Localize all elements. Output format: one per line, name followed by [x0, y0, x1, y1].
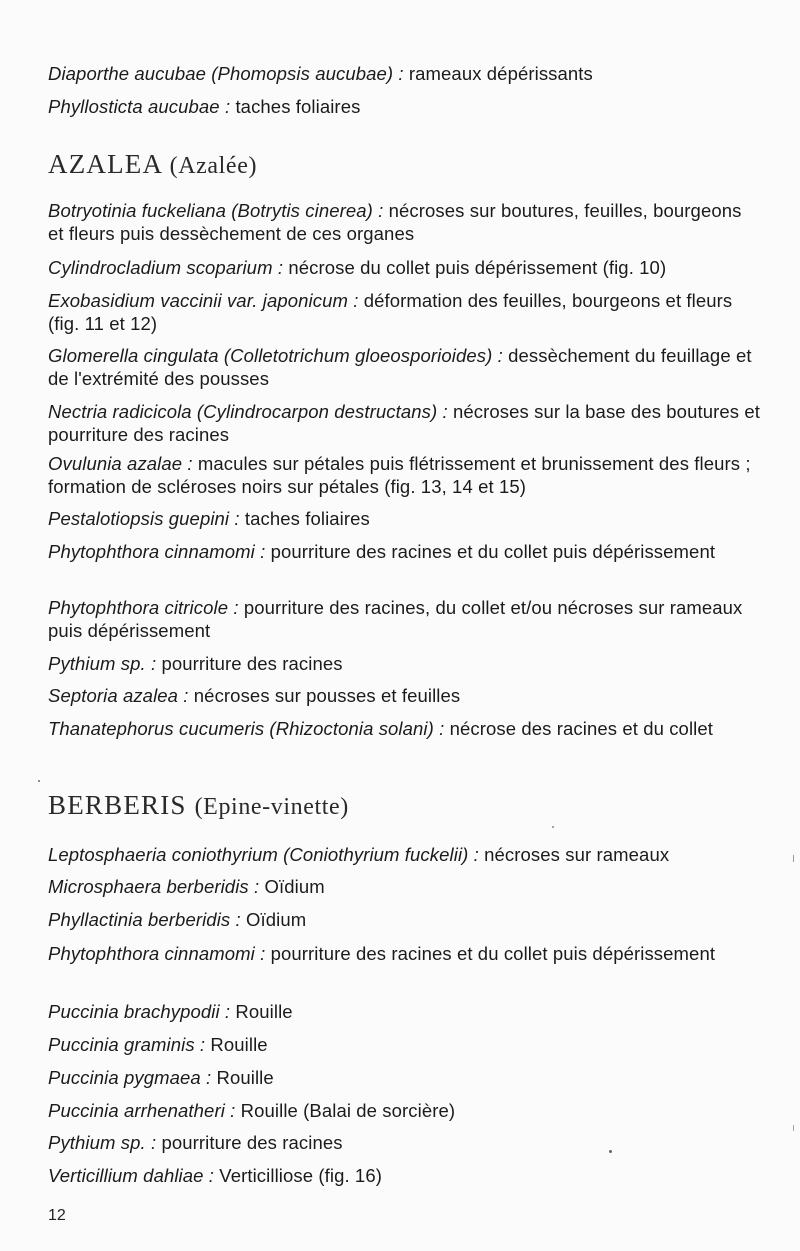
description: Rouille [216, 1067, 274, 1088]
description: pourriture des racines [161, 653, 343, 674]
description: Verticilliose (fig. 16) [219, 1165, 382, 1186]
description: pourriture des racines et du collet puis dépérissement [270, 943, 716, 964]
entry-phyllactinia-berberidis [48, 908, 760, 931]
species-name: Phyllactinia berberidis [48, 909, 231, 930]
species-name: Leptosphaeria coniothyrium (Coniothyrium fuckelii) [48, 844, 469, 865]
entry-diaporthe-aucubae [48, 62, 760, 85]
description: nécroses sur pousses et feuilles [193, 685, 461, 706]
entry-thanatephorus-cucumeris [48, 717, 760, 740]
entry-puccinia-graminis [48, 1033, 760, 1056]
entry-phytophthora-cinnamomi [48, 540, 760, 563]
species-name: Thanatephorus cucumeris (Rhizoctonia solani) [48, 718, 434, 739]
scan-speck [552, 826, 554, 828]
separator: : [254, 943, 271, 964]
entry-cylindrocladium-scoparium [48, 256, 760, 279]
separator: : [203, 1165, 220, 1186]
entry-pestalotiopsis-guepini [48, 507, 760, 530]
description: pourriture des racines [161, 1132, 343, 1153]
separator: : [182, 453, 198, 474]
entry-exobasidium-vaccinii [48, 289, 760, 335]
species-name: Microsphaera berberidis [48, 876, 249, 897]
separator: : [229, 508, 245, 529]
description: pourriture des racines et du collet puis dépérissement [270, 541, 716, 562]
species-name: Pythium sp. [48, 1132, 146, 1153]
species-name: Puccinia pygmaea [48, 1067, 201, 1088]
entry-phytophthora-citricole [48, 596, 760, 642]
heading-name: AZALEA [48, 149, 162, 179]
species-name: Botryotinia fuckeliana (Botrytis cinerea) [48, 200, 373, 221]
description: nécroses sur boutures, feuilles, bourgeons et fleurs puis dessèchement de ces organes [48, 200, 742, 244]
description: nécrose du collet puis dépérissement (fig. 10) [288, 257, 667, 278]
separator: : [178, 685, 194, 706]
entry-puccinia-arrhenatheri [48, 1099, 760, 1122]
separator: : [219, 1001, 236, 1022]
description: rameaux dépérissants [408, 63, 593, 84]
page-number: 12 [48, 1207, 66, 1224]
scan-speck [38, 780, 40, 782]
description: nécroses sur la base des boutures et pourriture des racines [48, 401, 760, 445]
species-name: Pythium sp. [48, 653, 146, 674]
scan-speck [793, 1125, 794, 1131]
entry-glomerella-cingulata [48, 344, 760, 390]
species-name: Puccinia graminis [48, 1034, 195, 1055]
separator: : [219, 96, 236, 117]
description: macules sur pétales puis flétrissement et brunissement des fleurs ; formation de scléroses noirs sur pétales (fig. 13, 14 et 15) [48, 453, 751, 497]
species-name: Septoria azalea [48, 685, 179, 706]
separator: : [228, 597, 244, 618]
species-name: Pestalotiopsis guepini [48, 508, 230, 529]
section-heading-berberis [48, 789, 349, 823]
entry-ovulunia-azalae [48, 452, 760, 498]
species-name: Puccinia arrhenatheri [48, 1100, 225, 1121]
species-name: Phytophthora citricole [48, 597, 229, 618]
separator: : [437, 401, 453, 422]
description: taches foliaires [244, 508, 370, 529]
entry-septoria-azalea [48, 684, 760, 707]
heading-common-name: (Azalée) [169, 153, 258, 179]
species-name: Ovulunia azalae [48, 453, 183, 474]
description: taches foliaires [235, 96, 361, 117]
separator: : [254, 541, 271, 562]
heading-name: BERBERIS [48, 790, 187, 820]
description: Oïdium [246, 909, 307, 930]
description: pourriture des racines, du collet et/ou nécroses sur rameaux puis dépérissement [48, 597, 743, 641]
separator: : [272, 257, 289, 278]
description: Rouille [235, 1001, 293, 1022]
entry-puccinia-pygmaea [48, 1066, 760, 1089]
entry-phytophthora-cinnamomi-berberis [48, 942, 760, 965]
separator: : [393, 63, 409, 84]
entry-botryotinia-fuckeliana [48, 199, 760, 245]
description: Rouille (Balai de sorcière) [240, 1100, 456, 1121]
species-name: Verticillium dahliae [48, 1165, 204, 1186]
species-name: Phytophthora cinnamomi [48, 541, 255, 562]
species-name: Phyllosticta aucubae [48, 96, 220, 117]
scan-speck [609, 1150, 612, 1153]
entry-phyllosticta-aucubae [48, 95, 760, 118]
separator: : [224, 1100, 241, 1121]
species-name: Diaporthe aucubae (Phomopsis aucubae) [48, 63, 394, 84]
description: déformation des feuilles, bourgeons et fleurs (fig. 11 et 12) [48, 290, 733, 334]
separator: : [433, 718, 450, 739]
species-name: Exobasidium vaccinii var. japonicum [48, 290, 348, 311]
species-name: Puccinia brachypodii [48, 1001, 220, 1022]
scan-speck [793, 855, 794, 862]
heading-common-name: (Epine-vinette) [194, 794, 349, 820]
separator: : [200, 1067, 217, 1088]
separator: : [248, 876, 265, 897]
species-name: Glomerella cingulata (Colletotrichum gloeosporioides) [48, 345, 493, 366]
separator: : [492, 345, 509, 366]
description: Oïdium [264, 876, 325, 897]
description: nécrose des racines et du collet [449, 718, 713, 739]
section-heading-azalea [48, 148, 257, 182]
separator: : [145, 1132, 162, 1153]
entry-puccinia-brachypodii [48, 1000, 760, 1023]
separator: : [230, 909, 246, 930]
species-name: Phytophthora cinnamomi [48, 943, 255, 964]
separator: : [372, 200, 389, 221]
entry-pythium-sp-berberis [48, 1131, 760, 1154]
entry-microsphaera-berberidis [48, 875, 760, 898]
description: Rouille [210, 1034, 268, 1055]
entry-leptosphaeria-coniothyrium [48, 843, 760, 866]
separator: : [468, 844, 485, 865]
entry-nectria-radicicola [48, 400, 760, 446]
description: nécroses sur rameaux [484, 844, 670, 865]
entry-verticillium-dahliae [48, 1164, 760, 1187]
description: dessèchement du feuillage et de l'extrémité des pousses [48, 345, 752, 389]
separator: : [347, 290, 364, 311]
species-name: Nectria radicicola (Cylindrocarpon destructans) [48, 401, 438, 422]
species-name: Cylindrocladium scoparium [48, 257, 273, 278]
entry-pythium-sp [48, 652, 760, 675]
separator: : [194, 1034, 211, 1055]
separator: : [145, 653, 162, 674]
